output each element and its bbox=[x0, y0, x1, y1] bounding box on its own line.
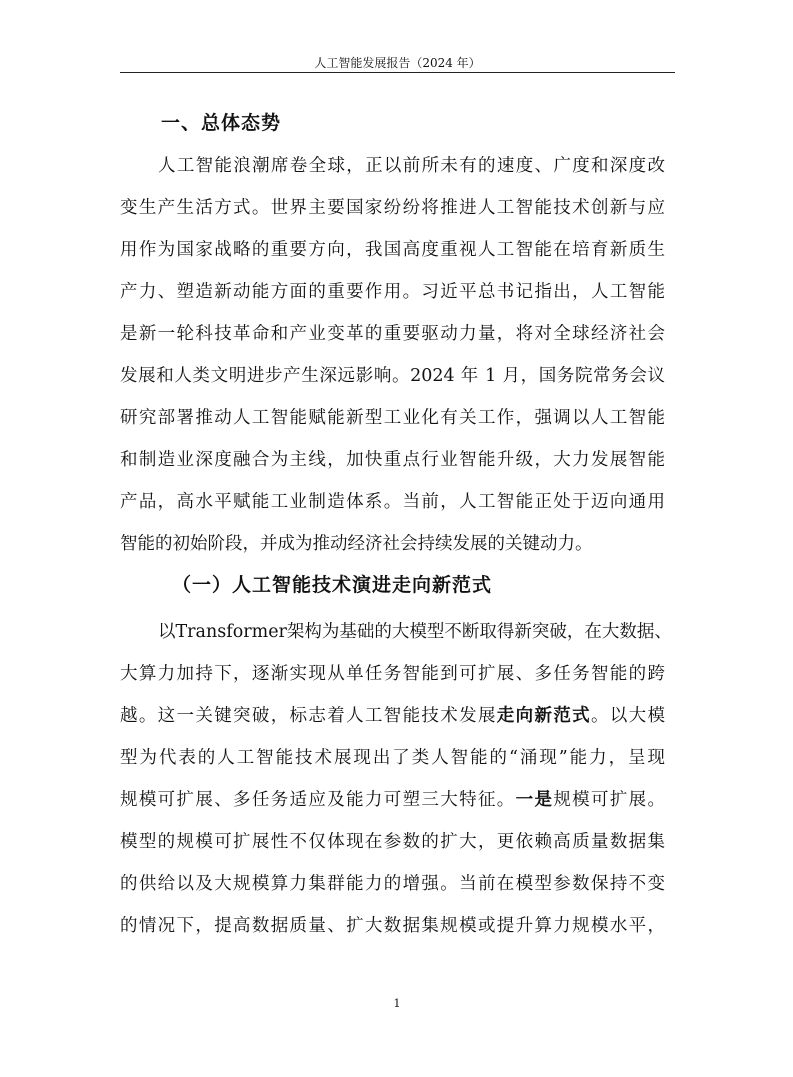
text-line bbox=[120, 704, 665, 728]
section-heading-overall: 一、总体态势 bbox=[161, 112, 282, 134]
text-line: 产品，高水平赋能工业制造体系。当前，人工智能正处于迈向通用 bbox=[120, 492, 665, 512]
page-number: 1 bbox=[393, 997, 401, 1010]
text-run: 。以大模 bbox=[591, 706, 666, 726]
text-line: 大算力加持下，逐渐实现从单任务智能到可扩展、多任务智能的跨 bbox=[120, 664, 665, 684]
text-line: 模型的规模可扩展性不仅体现在参数的扩大，更依赖高质量数据集 bbox=[120, 832, 665, 852]
text-line: 研究部署推动人工智能赋能新型工业化有关工作，强调以人工智能 bbox=[120, 408, 665, 428]
text-run: 越。这一关键突破，标志着人工智能技术发展 bbox=[120, 706, 497, 726]
text-line: 的情况下，提高数据质量、扩大数据集规模或提升算力规模水平， bbox=[120, 916, 665, 936]
text-line: 型为代表的人工智能技术展现出了类人智能的“涌现”能力，呈现 bbox=[120, 748, 665, 768]
text-line bbox=[120, 788, 665, 812]
section-heading-new-paradigm: （一）人工智能技术演进走向新范式 bbox=[172, 574, 493, 596]
highlight-new-paradigm: 走向新范式 bbox=[496, 706, 591, 726]
text-line: 变生产生活方式。世界主要国家纷纷将推进人工智能技术创新与应 bbox=[120, 198, 665, 218]
text-line: 人工智能浪潮席卷全球，正以前所未有的速度、广度和深度改 bbox=[158, 156, 665, 176]
text-line: 产力、塑造新动能方面的重要作用。习近平总书记指出，人工智能 bbox=[120, 282, 665, 302]
text-line: 发展和人类文明进步产生深远影响。2024 年 1 月，国务院常务会议 bbox=[120, 366, 665, 386]
text-line: 用作为国家战略的重要方向，我国高度重视人工智能在培育新质生 bbox=[120, 240, 665, 260]
highlight-first: 一是 bbox=[515, 790, 554, 810]
text-run: 规模可扩展。 bbox=[553, 790, 666, 810]
text-run: 规模可扩展、多任务适应及能力可塑三大特征。 bbox=[120, 790, 516, 810]
text-line: 智能的初始阶段，并成为推动经济社会持续发展的关键动力。 bbox=[120, 534, 593, 554]
text-line: 的供给以及大规模算力集群能力的增强。当前在模型参数保持不变 bbox=[120, 874, 665, 894]
text-line: 和制造业深度融合为主线，加快重点行业智能升级，大力发展智能 bbox=[120, 450, 665, 470]
running-header: 人工智能发展报告（2024 年） bbox=[314, 56, 481, 70]
header-rule bbox=[120, 72, 675, 73]
text-line: 以Transformer架构为基础的大模型不断取得新突破，在大数据、 bbox=[158, 622, 672, 642]
text-line: 是新一轮科技革命和产业变革的重要驱动力量，将对全球经济社会 bbox=[120, 324, 665, 344]
